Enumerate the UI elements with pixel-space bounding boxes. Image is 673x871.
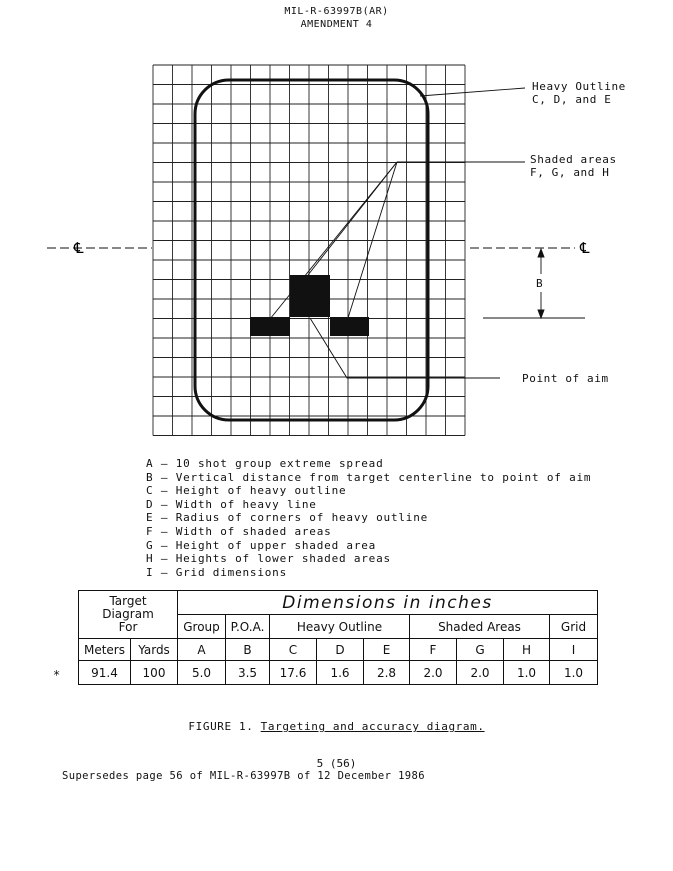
amendment-label: AMENDMENT 4 [300,19,373,30]
header-letter: H [504,639,550,661]
header-heavy-outline: Heavy Outline [270,615,410,639]
legend-item: H — Heights of lower shaded areas [146,552,391,566]
legend-item: I — Grid dimensions [146,565,288,579]
header-letter: F [410,639,457,661]
legend-item: C — Height of heavy outline [146,484,347,498]
legend-item: F — Width of shaded areas [146,524,332,538]
header-letter: I [550,639,598,661]
legend-item: D — Width of heavy line [146,497,317,511]
upper-shaded-area [290,275,330,317]
legend-item: E — Radius of corners of heavy outline [146,511,429,525]
supersedes-note: Supersedes page 56 of MIL-R-63997B of 12 December 1986 [62,770,425,782]
header-shaded-areas: Shaded Areas [410,615,550,639]
document-id: MIL-R-63997B(AR) [284,6,389,17]
legend-list [146,457,591,579]
header-grid: Grid [550,615,598,639]
cell-a: 5.0 [178,661,226,685]
dimensions-table [78,590,598,685]
cell-c: 17.6 [270,661,317,685]
table-row [79,661,598,685]
header-letter: B [226,639,270,661]
legend-item: G — Height of upper shaded area [146,538,377,552]
lower-shaded-area-right [330,317,369,336]
header-yards: Yards [131,639,178,661]
centerline-symbol-left: ℄ [74,239,84,257]
lower-shaded-area-left [250,317,290,336]
row-marker: * [53,668,61,682]
callout-b: B [536,277,544,290]
header-letter: D [317,639,364,661]
callout-heavy-outline: Heavy Outline C, D, and E [532,80,626,106]
page-number: 5 (56) [316,757,357,770]
cell-h: 1.0 [504,661,550,685]
header-letter: G [457,639,504,661]
header-group: Group [178,615,226,639]
cell-meters: 91.4 [79,661,131,685]
heavy-outline [195,80,428,420]
cell-g: 2.0 [457,661,504,685]
cell-e: 2.8 [364,661,410,685]
header-letter: A [178,639,226,661]
legend-item: A — 10 shot group extreme spread [146,457,384,470]
legend-item: B — Vertical distance from target centerline to point of aim [146,470,592,484]
leader-shaded-2 [348,162,397,318]
header-poa: P.O.A. [226,615,270,639]
callout-shaded-areas: Shaded areas F, G, and H [530,153,617,179]
b-dim-arrow-down [538,310,544,318]
dimensions-header: Dimensions in inches [178,591,598,615]
callout-point-of-aim: Point of aim [522,372,609,385]
header-meters: Meters [79,639,131,661]
leader-heavy-outline [420,88,525,96]
corner-header: Target Diagram For [79,591,178,639]
b-dim-arrow-up [538,249,544,257]
cell-f: 2.0 [410,661,457,685]
header-letter: C [270,639,317,661]
cell-i: 1.0 [550,661,598,685]
cell-yards: 100 [131,661,178,685]
target-grid [153,65,465,436]
figure-caption: FIGURE 1. Targeting and accuracy diagram. [188,720,485,733]
centerline-symbol-right: ℄ [580,239,590,257]
cell-b: 3.5 [226,661,270,685]
header-letter: E [364,639,410,661]
cell-d: 1.6 [317,661,364,685]
